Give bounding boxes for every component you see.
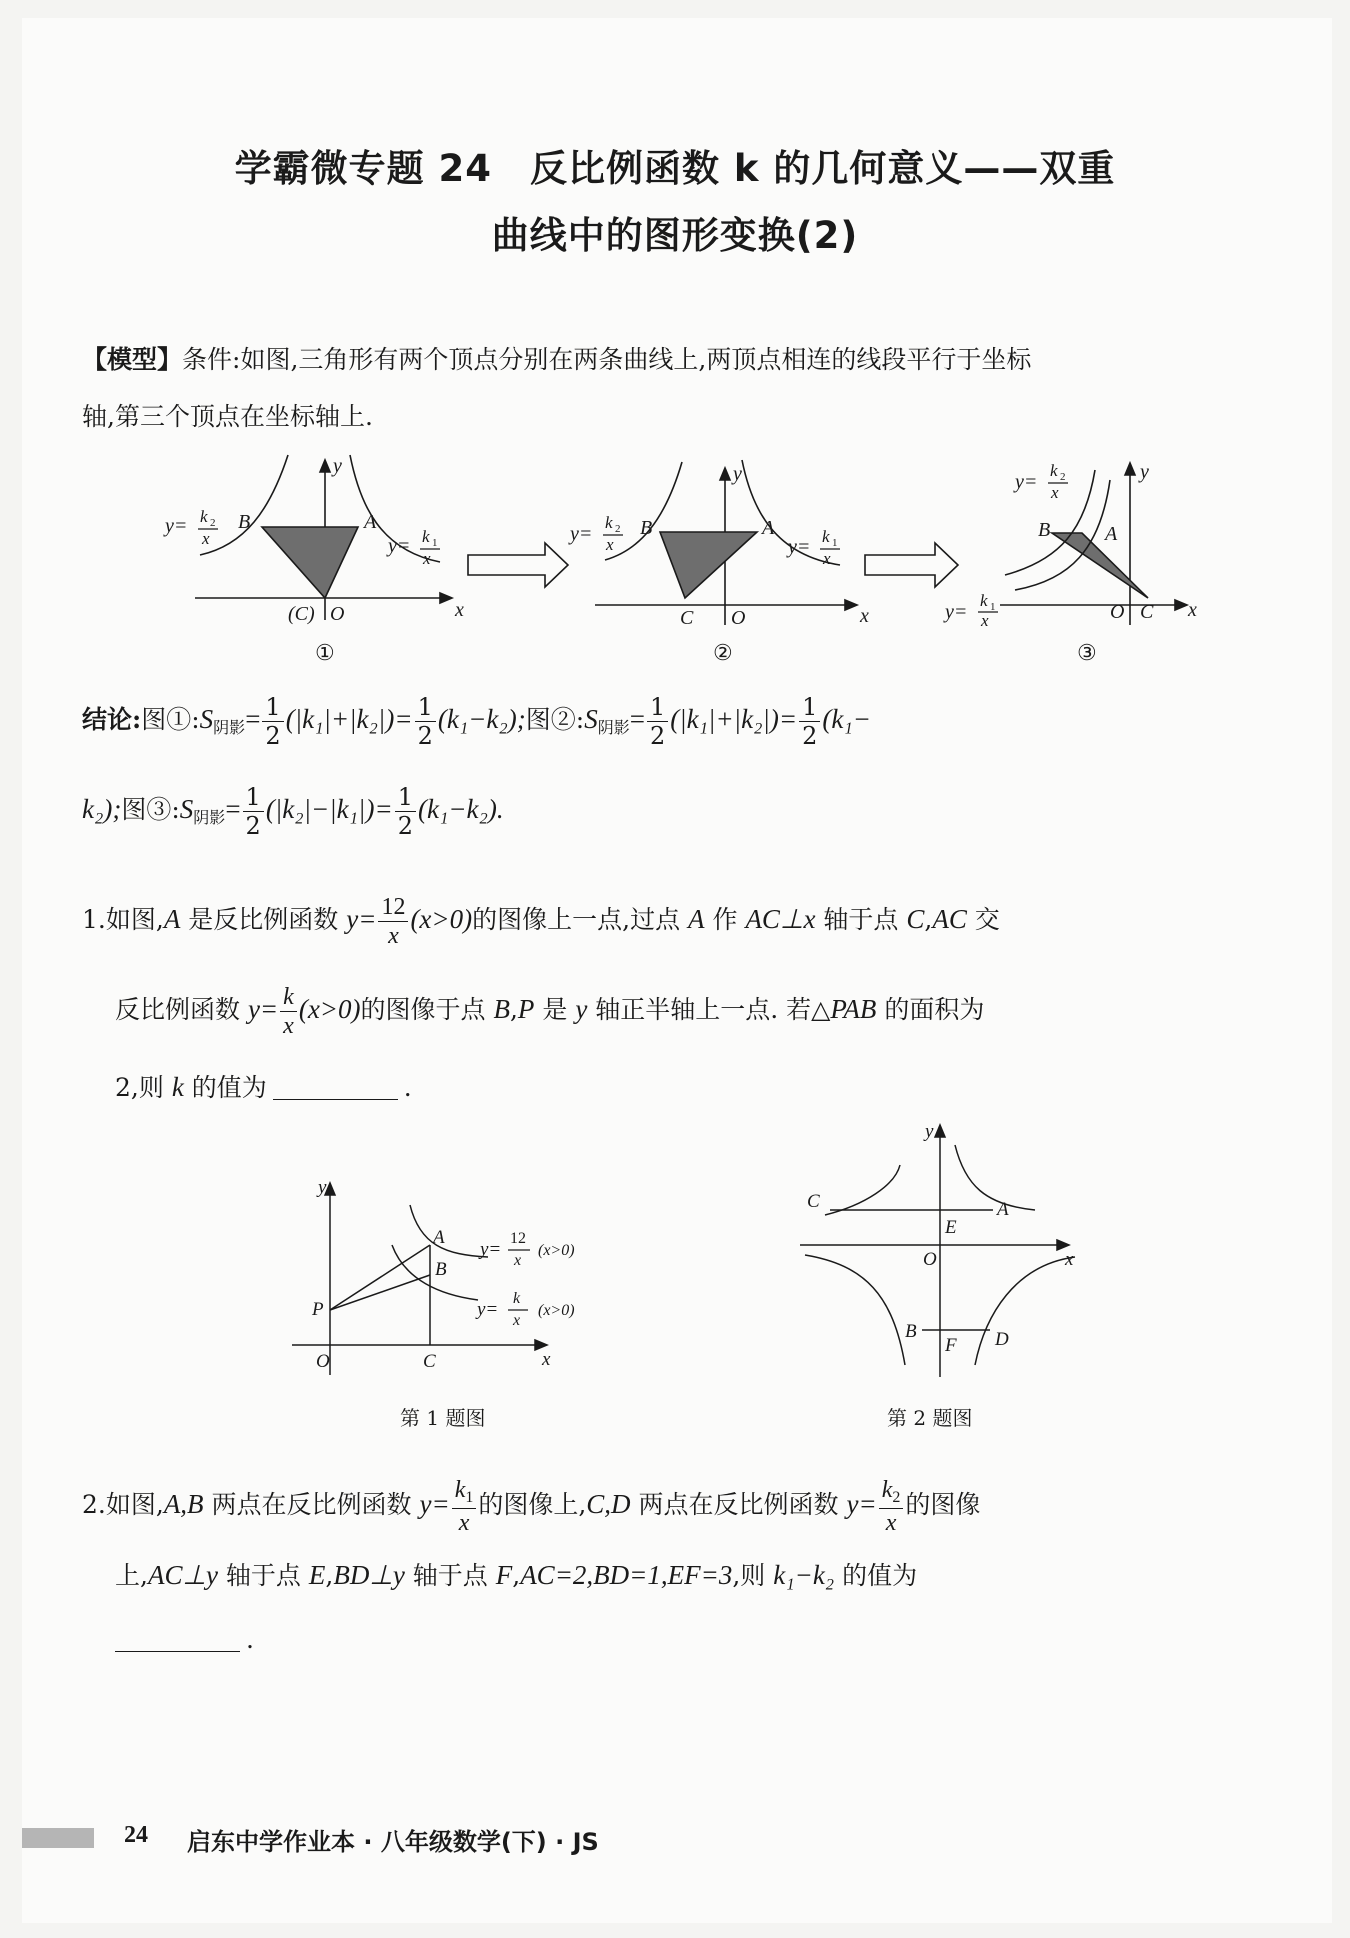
conclusion-fig2: 图②: (525, 705, 585, 734)
label-k: k (605, 513, 613, 532)
label-y: y (925, 1121, 934, 1142)
label-sub: 2 (210, 517, 216, 529)
label-y-eq: y= (480, 1239, 502, 1260)
question-2-line-2: 上,AC⊥y 轴于点 E,BD⊥y 轴于点 F,AC=2,BD=1,EF=3,则 k₁−k₂ 的值为 (115, 1560, 918, 1590)
label-k: k (1050, 461, 1058, 480)
page-title-line2: 曲线中的图形变换(2) (491, 214, 859, 257)
shaded-triangle (1052, 533, 1148, 598)
label-den: x (202, 529, 210, 548)
label-O: O (330, 603, 345, 625)
shaded-triangle (660, 532, 757, 598)
figure-caption-1: ① (315, 640, 335, 665)
label-O: O (316, 1351, 330, 1372)
label-den: x (423, 549, 431, 568)
label-B: B (435, 1259, 447, 1280)
half-fraction: $\frac{1}{2}$ (647, 695, 668, 748)
label-x: x (542, 1349, 551, 1370)
fraction-k2-over-x: $\frac{k_2}{x}$ (879, 1478, 904, 1535)
model-text-2: 轴,第三个顶点在坐标轴上. (82, 402, 373, 431)
conclusion-expr: (k₁−k₂); (437, 704, 526, 734)
conclusion-fig3: 图③: (121, 795, 180, 824)
label-k: k (422, 527, 430, 546)
label-den: x (823, 549, 831, 568)
figure-question-2 (785, 1115, 1095, 1385)
label-C: (C) (288, 603, 315, 625)
answer-blank-2[interactable] (115, 1651, 240, 1652)
label-k: k (980, 591, 988, 610)
conclusion-expr: (|k₁|+|k₂|)= (670, 704, 798, 734)
label-P: P (312, 1299, 324, 1320)
label-k: k (822, 527, 830, 546)
label-den: x (514, 1252, 522, 1269)
label-C: C (807, 1191, 820, 1212)
label-k: k (200, 507, 208, 526)
x-axis-arrow (440, 593, 452, 603)
label-sub: 1 (832, 537, 838, 549)
curve-k1-upper-right (955, 1145, 1035, 1210)
label-den: x (513, 1312, 521, 1329)
area-symbol: S (584, 704, 598, 734)
model-figure-2 (595, 460, 857, 625)
curve-12-over-x (410, 1205, 488, 1257)
label-A: A (997, 1199, 1009, 1220)
label-y-eq: y= (945, 601, 968, 623)
question-2-line-3: . (115, 1620, 1315, 1660)
curve-k2-upper-left (825, 1165, 900, 1215)
area-symbol: S (199, 704, 214, 734)
label-C: C (1140, 601, 1154, 623)
label-sub: 1 (990, 601, 996, 613)
label-k: k (513, 1290, 521, 1307)
question-2-line-1: 2.如图,A,B 两点在反比例函数 y= $\frac{k_1}{x}$ 的图像上,C,D 两点在反比例函数 y= $\frac{k_2}{x}$ 的图像 (82, 1477, 981, 1536)
figure-caption-2: ② (713, 640, 733, 665)
model-label: 【模型】 (82, 345, 183, 374)
label-O: O (923, 1249, 937, 1270)
area-sub: 阴影 (193, 808, 226, 827)
label-sub: 2 (615, 523, 621, 535)
half-fraction: $\frac{1}{2}$ (415, 695, 436, 748)
label-cond: (x>0) (538, 1242, 575, 1259)
question-1-line-1: 1.如图,A 是反比例函数 y= $\frac{12}{x}$ (x>0)的图像上一点,过点 A 作 AC⊥x 轴于点 C,AC 交 (82, 894, 1000, 949)
question-1-line-3: 2,则 k 的值为 . (115, 1072, 412, 1102)
figure-question-1 (280, 1175, 620, 1395)
label-den: x (1051, 483, 1059, 502)
fraction-12-over-x: $\frac{12}{x}$ (378, 895, 408, 948)
fraction-k1-over-x: $\frac{k_1}{x}$ (452, 1478, 477, 1535)
label-E: E (945, 1217, 957, 1238)
label-x: x (1188, 599, 1197, 621)
label-x: x (455, 599, 464, 621)
label-D: D (995, 1329, 1009, 1350)
conclusion-expr: (|k₁|+|k₂|)= (285, 704, 413, 734)
area-symbol: S (179, 794, 194, 824)
label-sub: 2 (1060, 471, 1066, 483)
label-y: y (1140, 461, 1149, 483)
conclusion-label: 结论: (82, 705, 142, 734)
conclusion-expr: k₂); (82, 794, 122, 824)
label-x: x (860, 605, 869, 627)
question-number: 1. (82, 905, 106, 934)
x-axis-arrow (845, 600, 857, 610)
conclusion-expr: (|k₂|−|k₁|)= (265, 794, 393, 824)
question-number: 2. (82, 1490, 106, 1519)
area-sub: 阴影 (597, 718, 630, 737)
figure-caption-q2: 第 2 题图 (887, 1406, 973, 1430)
half-fraction: $\frac{1}{2}$ (395, 785, 416, 838)
y-axis-arrow (320, 460, 330, 472)
label-B: B (1038, 519, 1051, 541)
label-den: x (606, 535, 614, 554)
model-paragraph-2 (82, 397, 1282, 437)
label-O: O (1110, 601, 1125, 623)
fraction-k-over-x: $\frac{k}{x}$ (280, 985, 297, 1038)
model-text-1: 条件:如图,三角形有两个顶点分别在两条曲线上,两顶点相连的线段平行于坐标 (182, 345, 1032, 374)
label-O: O (731, 607, 746, 629)
x-axis-arrow (1175, 600, 1187, 610)
area-sub: 阴影 (213, 718, 246, 737)
curve-k2-lower-right (975, 1257, 1075, 1365)
label-C: C (423, 1351, 436, 1372)
label-y-eq: y= (388, 535, 411, 557)
label-B: B (905, 1321, 917, 1342)
page-number: 24 (124, 1822, 148, 1848)
y-axis-arrow (1125, 463, 1135, 475)
conclusion-line-1: 结论:图$①:S_{阴影}=$ $\frac{1}{2}$ (|k₁|+|k₂|)= $\frac{1}{2}$ (k₁−k₂);图$②:S_{阴影}=$ $\frac{1}{2}$ (|k₁|+|k₂|)= $\frac{1}{2}$ (k₁− (82, 693, 871, 750)
half-fraction: $\frac{1}{2}$ (799, 695, 820, 748)
half-fraction: $\frac{1}{2}$ (243, 785, 264, 838)
label-A: A (1105, 523, 1118, 545)
label-cond: (x>0) (538, 1302, 575, 1319)
label-y-eq: y= (477, 1299, 499, 1320)
half-fraction: $\frac{1}{2}$ (262, 695, 283, 748)
label-y: y (333, 455, 342, 477)
curve-k1-lower-left (805, 1255, 905, 1365)
label-y-eq: y= (788, 536, 811, 558)
label-x: x (1065, 1249, 1074, 1270)
label-12: 12 (510, 1230, 526, 1247)
conclusion-expr: (k₁−k₂). (417, 794, 504, 824)
model-figures (0, 450, 1350, 680)
transform-arrow-2 (865, 543, 958, 587)
model-paragraph (82, 340, 1282, 380)
label-F: F (945, 1335, 957, 1356)
model-figure-1 (195, 455, 452, 620)
label-sub: 1 (432, 537, 438, 549)
conclusion-expr: (k₁− (822, 704, 871, 734)
label-y: y (733, 463, 742, 485)
label-A: A (364, 511, 377, 533)
conclusion-line-2: k₂);图$③:S_{阴影}=$ $\frac{1}{2}$ (|k₂|−|k₁|)= $\frac{1}{2}$ (k₁−k₂). (82, 783, 504, 840)
figure-caption-q1: 第 1 题图 (400, 1406, 486, 1430)
y-axis-arrow (720, 468, 730, 480)
y-axis-arrow (935, 1125, 945, 1137)
conclusion-fig1: 图①: (141, 705, 200, 734)
question-1-line-2: 反比例函数 y= $\frac{k}{x}$ (x>0)的图像于点 B,P 是 y 轴正半轴上一点. 若△PAB 的面积为 (115, 984, 985, 1039)
segment-PB (330, 1275, 430, 1310)
figure-caption-3: ③ (1077, 640, 1097, 665)
label-B: B (238, 511, 251, 533)
label-y-eq: y= (570, 523, 593, 545)
label-A: A (433, 1227, 445, 1248)
label-B: B (640, 517, 653, 539)
transform-arrow-1 (468, 543, 568, 587)
y-axis-arrow (325, 1183, 335, 1195)
label-y-eq: y= (165, 515, 188, 537)
footer-bar (22, 1828, 94, 1848)
label-y: y (318, 1177, 327, 1198)
label-y-eq: y= (1015, 471, 1038, 493)
label-A: A (762, 517, 775, 539)
label-C: C (680, 607, 694, 629)
answer-blank-1[interactable] (273, 1099, 398, 1100)
footer-text: 启东中学作业本 · 八年级数学(下) · JS (187, 1828, 599, 1856)
shaded-triangle (262, 527, 358, 598)
page-title-line1: 学霸微专题 24 反比例函数 k 的几何意义——双重 (234, 147, 1116, 190)
label-den: x (981, 611, 989, 630)
